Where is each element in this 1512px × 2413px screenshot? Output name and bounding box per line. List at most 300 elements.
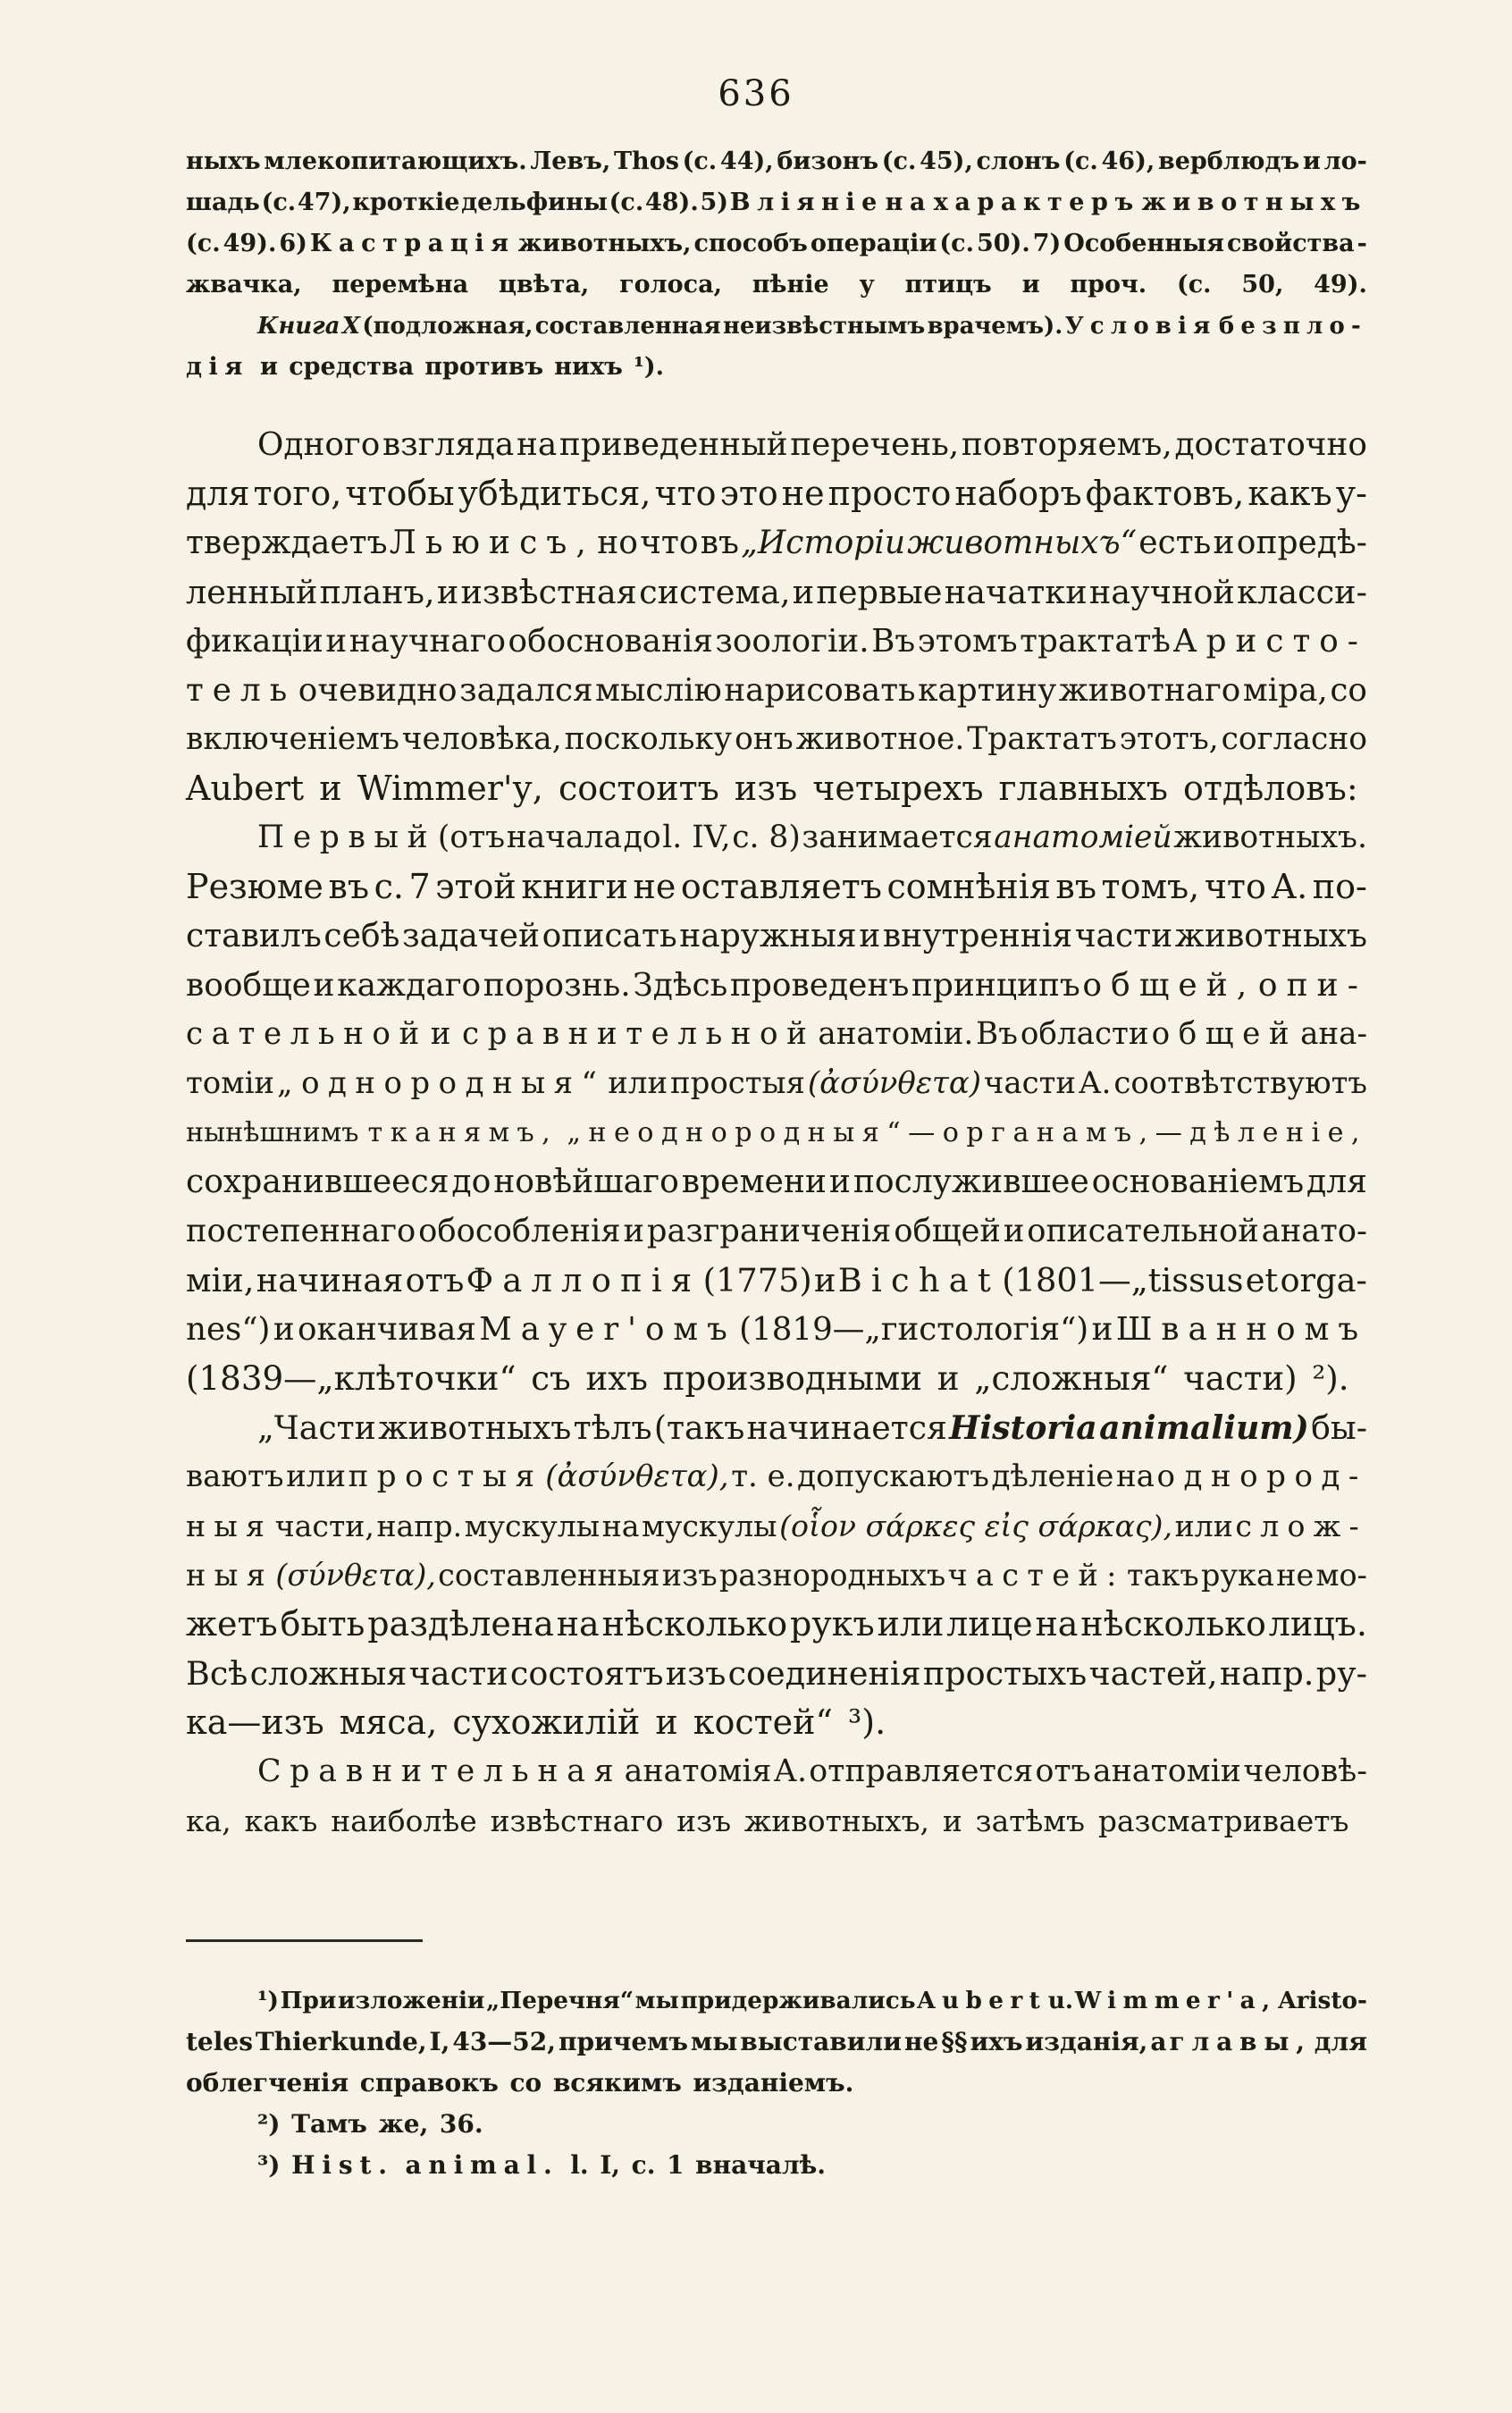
word: и [436, 573, 459, 611]
word: общей [1151, 1016, 1298, 1052]
word: животное. [795, 721, 965, 757]
word: Всѣ [186, 1654, 248, 1693]
word: 49). [1314, 271, 1367, 298]
word: для [186, 474, 250, 513]
word: изданія, [1025, 2027, 1148, 2056]
word: (с. [261, 189, 297, 216]
word: этомъ [917, 623, 1018, 660]
word: Wimmer'у, [357, 769, 543, 808]
word: животныхъ“ [907, 525, 1138, 561]
word: голоса, [619, 271, 722, 298]
word: Левъ, [530, 147, 611, 175]
word: главы, [1169, 2027, 1312, 2056]
word: для [1314, 2027, 1367, 2056]
word: Bichat [837, 1261, 1001, 1299]
word: же, [378, 2109, 429, 2139]
word: и [1021, 271, 1040, 298]
word: мускулы [464, 1509, 601, 1543]
text-line [186, 141, 1367, 182]
word: начиная [256, 1261, 404, 1299]
word: наиболѣе [331, 1803, 477, 1838]
word: человѣ- [1243, 1753, 1367, 1789]
word: Hist. [291, 2150, 394, 2180]
word: животныхъ [1174, 917, 1367, 954]
word: общей [894, 1213, 1001, 1249]
word: При [280, 1987, 337, 2014]
word: главныхъ [998, 769, 1168, 808]
text-line [186, 1649, 1367, 1698]
word: ваютъ [186, 1459, 284, 1494]
word: (1801—„tissus [1002, 1261, 1244, 1299]
word: на [556, 1604, 600, 1644]
text-line [186, 1354, 1367, 1403]
text-line [186, 1796, 1367, 1845]
word: и [1091, 1311, 1113, 1348]
word: l. [570, 2150, 589, 2180]
word: животныхъ. [1173, 820, 1367, 855]
word: X [341, 313, 360, 340]
word: А. [1078, 1066, 1112, 1101]
word: частей: [947, 1558, 1125, 1593]
word: есть [1138, 525, 1212, 561]
word: всякимъ [552, 2068, 682, 2098]
word: и [937, 1358, 960, 1398]
word: nes“) [186, 1311, 271, 1348]
word: (с. [881, 147, 917, 175]
word: описать [542, 917, 677, 954]
word: животныхъ, [517, 230, 692, 257]
text-line [186, 1305, 1367, 1354]
word: ру- [1315, 1654, 1367, 1693]
word: затѣмъ [975, 1803, 1085, 1838]
word: (подложная, [362, 313, 533, 340]
word: въ [1055, 867, 1096, 906]
text-line [186, 2104, 1367, 2145]
word: постепеннаго [186, 1213, 416, 1249]
word: какъ [244, 1803, 318, 1838]
word: со [509, 2068, 542, 2098]
word: Резюме [186, 867, 323, 906]
word: состоятъ [509, 1654, 664, 1693]
word: опи- [1257, 967, 1367, 1004]
word: составленныя [438, 1558, 660, 1593]
word: c. [631, 2150, 656, 2180]
word: (с. [1063, 147, 1098, 175]
word: (отъ [437, 820, 506, 855]
word: каждаго [337, 967, 482, 1004]
word: справокъ [359, 2068, 499, 2098]
word: l. IV, [662, 820, 731, 855]
word: просто [827, 474, 952, 513]
word: части [983, 1066, 1076, 1101]
word: выставили [740, 2027, 903, 2056]
word: (1839—„клѣточки“ [186, 1358, 517, 1398]
text-line [186, 347, 1367, 388]
word: не [903, 2027, 939, 2056]
word: этой [435, 867, 517, 906]
word: Первый [257, 820, 437, 855]
word: внутреннія [882, 917, 1073, 954]
word: (οἷον σάρκες εἰς σάρκας), [779, 1509, 1173, 1543]
text-line [186, 617, 1367, 666]
word: 43—52, [452, 2027, 557, 2056]
word: animalium) [1099, 1408, 1309, 1447]
word: порознь. [483, 967, 631, 1004]
word: опредѣ- [1236, 525, 1367, 561]
word: характеръ [933, 189, 1140, 216]
word: класси- [1237, 573, 1367, 611]
word: четырехъ [812, 769, 984, 808]
word: части) [1183, 1358, 1298, 1398]
word: „Части [257, 1408, 376, 1447]
word: 7) [1032, 230, 1062, 257]
word: поскольку [564, 721, 733, 757]
word: частей, [1088, 1654, 1218, 1693]
word: Фаллопія [466, 1261, 701, 1299]
word: (с. [609, 189, 644, 216]
word: тверждаетъ [186, 525, 388, 561]
word: и [942, 1803, 962, 1838]
word: и [313, 967, 335, 1004]
word: извѣстнаго [490, 1803, 664, 1838]
word: (такъ [653, 1408, 745, 1447]
word: разнородныхъ [718, 1558, 946, 1593]
text-line [186, 568, 1367, 617]
word: нарисовать [724, 672, 916, 709]
word: мяса, [339, 1703, 438, 1742]
word: Тамъ [291, 2109, 367, 2139]
footnote-rule [186, 1939, 423, 1942]
word: по- [1312, 867, 1367, 906]
text-line [186, 1256, 1367, 1305]
word: с. [374, 867, 404, 906]
word: мы [690, 2027, 738, 2056]
word: разграниченія [646, 1213, 892, 1249]
word: u. [1047, 1987, 1074, 2014]
word: на [516, 426, 558, 463]
word: и [319, 769, 342, 808]
word: (1775) [702, 1261, 812, 1299]
word: составленная [534, 313, 721, 340]
word: Условія [1064, 313, 1217, 340]
word: отъ [405, 1261, 465, 1299]
word: начала [506, 820, 623, 855]
word: что [1204, 867, 1266, 906]
word: включеніемъ [186, 721, 399, 757]
word: перемѣна [332, 271, 469, 298]
word: научнаго [349, 623, 506, 660]
word: (ἀσύνθετα) [807, 1066, 981, 1101]
word: верблюдъ [1157, 147, 1300, 175]
word: мо- [1315, 1558, 1367, 1593]
word: §§ [941, 2027, 968, 2056]
word: Здѣсь [633, 967, 728, 1004]
word: (с. [939, 230, 975, 257]
word: оставляетъ [680, 867, 882, 906]
word: c. 8) [732, 820, 801, 855]
word: т. е. [731, 1459, 795, 1494]
word: orga- [1280, 1261, 1367, 1299]
word: себѣ [323, 917, 400, 954]
word: (с. [682, 147, 718, 175]
text-line [186, 1698, 1367, 1747]
word: (с. [186, 230, 221, 257]
text-line [186, 182, 1367, 223]
word: (1819—„гистологія“) [739, 1311, 1089, 1348]
word: міра, [1242, 672, 1328, 709]
word: 7 [408, 867, 431, 906]
word: изъ [661, 1558, 718, 1593]
word: 49). [223, 230, 277, 257]
word: рука [1200, 1558, 1274, 1593]
word: приведенный [559, 426, 788, 463]
word: части [408, 1654, 508, 1693]
word: et [1245, 1261, 1279, 1299]
word: 5) [700, 189, 728, 216]
word: слонъ [976, 147, 1061, 175]
word: I, [429, 2027, 450, 2056]
word: или [608, 1066, 668, 1101]
word: производными [662, 1358, 922, 1398]
word: ихъ [585, 1358, 648, 1398]
text-line [186, 2063, 1367, 2104]
word: ²). [1312, 1358, 1349, 1398]
text-line [186, 1501, 1367, 1551]
word: наружныя [679, 917, 857, 954]
word: ныхъ [186, 147, 261, 175]
text-line [186, 912, 1367, 961]
text-line [186, 1059, 1367, 1108]
word: въ [328, 867, 370, 906]
word: костей“ [693, 1703, 833, 1742]
word: сравнительной [461, 1016, 816, 1052]
word: но [597, 525, 638, 561]
word: трактатѣ [1020, 623, 1171, 660]
word: „сложныя“ [974, 1358, 1169, 1398]
word: картину [918, 672, 1057, 709]
word: не [1276, 1558, 1315, 1593]
word: teles [186, 2027, 253, 2056]
word: (ἀσύνθετα), [545, 1459, 729, 1494]
word: Особенныя [1063, 230, 1224, 257]
word: вначалѣ. [695, 2150, 827, 2180]
word: зоологіи. [715, 623, 869, 660]
word: рукъ [790, 1604, 875, 1644]
word: убѣдиться, [458, 474, 651, 513]
word: однород- [1156, 1459, 1367, 1494]
word: описательной [1027, 1213, 1259, 1249]
word: кроткіе [352, 189, 460, 216]
word: - [1357, 230, 1367, 257]
word: ²) [257, 2109, 281, 2139]
word: облегченія [186, 2068, 349, 2098]
word: отправляется [809, 1753, 1034, 1789]
word: или [877, 1604, 945, 1644]
word: и [430, 1016, 459, 1052]
word: Aubert [186, 769, 305, 808]
word: и [792, 573, 815, 611]
word: А. [1271, 867, 1308, 906]
text-line [186, 1551, 1367, 1600]
word: 45), [920, 147, 973, 175]
word: мыслію [595, 672, 722, 709]
word: что [654, 474, 717, 513]
word: 6) [279, 230, 307, 257]
word: простыя [348, 1459, 543, 1494]
text-line [186, 469, 1367, 518]
text-line [186, 306, 1367, 347]
word: нѣсколько [1080, 1604, 1266, 1644]
word: книги [521, 867, 628, 906]
word: такъ [1127, 1558, 1199, 1593]
word: раздѣлена [367, 1604, 554, 1644]
word: основаніемъ [1091, 1163, 1305, 1200]
word: на [1035, 1604, 1079, 1644]
word: Шванномъ [1115, 1311, 1367, 1348]
word: ³). [848, 1703, 886, 1742]
word: ло- [1323, 147, 1367, 175]
word: этотъ, [1119, 721, 1219, 757]
word: до [451, 1163, 491, 1200]
word: (с. [1176, 271, 1212, 298]
word: фикаціи [186, 623, 323, 660]
word: бы- [1311, 1408, 1367, 1447]
word: анатоміи. [818, 1016, 974, 1052]
word: послужившее [853, 1163, 1089, 1200]
text-line [186, 961, 1367, 1010]
word: времени [681, 1163, 827, 1200]
word: Aristo- [1278, 1987, 1367, 2014]
word: тель [186, 672, 297, 709]
body-text [186, 420, 1367, 1845]
word: Historia [949, 1408, 1097, 1447]
word: нихъ [554, 353, 623, 381]
word: I, [600, 2150, 621, 2180]
word: ныя [186, 1558, 274, 1593]
word: и [814, 1261, 836, 1299]
word: задачей [401, 917, 540, 954]
text-line [186, 764, 1367, 813]
text-line [186, 862, 1367, 912]
word: Въ [871, 623, 916, 660]
word: ¹) [257, 1987, 279, 2014]
word: новѣйшаго [493, 1163, 679, 1200]
text-line [186, 813, 1367, 862]
word: и [859, 917, 881, 954]
word: тканямъ, [367, 1117, 559, 1148]
word: и [1302, 147, 1321, 175]
word: сомнѣнія [886, 867, 1051, 906]
word: животныхъ [1141, 189, 1367, 216]
word: напр. [376, 1509, 463, 1543]
word: свойства [1226, 230, 1355, 257]
word: взгляда [382, 426, 515, 463]
word: не [633, 867, 676, 906]
word: 47), [297, 189, 351, 216]
word: начинается [746, 1408, 947, 1447]
word: нѣсколько [601, 1604, 788, 1644]
word: Льюисъ, [389, 525, 595, 561]
word: А. [773, 1753, 808, 1789]
word: и [623, 1213, 644, 1249]
word: „неоднородныя“—органамъ,—дѣленіе, [567, 1117, 1367, 1148]
text-line [186, 666, 1367, 715]
word: извѣстная [460, 573, 637, 611]
word: оканчивая [298, 1311, 476, 1348]
text-line [186, 265, 1367, 306]
text-line [186, 1980, 1367, 2022]
word: на [1115, 1459, 1155, 1494]
word: животнаго [1058, 672, 1241, 709]
word: ³) [257, 2150, 281, 2180]
word: части, [274, 1509, 374, 1543]
text-line [186, 1206, 1367, 1256]
word: человѣка, [401, 721, 562, 757]
text-line [186, 2022, 1367, 2063]
word: фактовъ, [1085, 474, 1245, 513]
word: Aubert [917, 1987, 1047, 2014]
word: обоснованія [508, 623, 713, 660]
word: сательной [186, 1016, 428, 1052]
word: Книга [257, 313, 340, 340]
word: ана- [1300, 1016, 1367, 1052]
word: томъ, [1101, 867, 1200, 906]
word: Mayer'омъ [479, 1311, 736, 1348]
word: Wimmer'a, [1074, 1987, 1277, 2014]
word: того, [253, 474, 342, 513]
word: и [273, 1311, 295, 1348]
text-line [186, 1403, 1367, 1452]
word: наборъ [954, 474, 1082, 513]
word: животныхъ, [743, 1803, 930, 1838]
word: мы [634, 1987, 679, 2014]
word: какъ [1247, 474, 1332, 513]
word: очевидно [298, 672, 458, 709]
word: сухожилій [452, 1703, 641, 1742]
word: простыя [670, 1066, 805, 1101]
word: ныя [186, 1509, 273, 1543]
word: анато- [1261, 1213, 1367, 1249]
word: соединенія [727, 1654, 921, 1693]
word: ставилъ [186, 917, 322, 954]
word: изъ [665, 1654, 727, 1693]
word: 50, [1241, 271, 1284, 298]
word: дѣленіе [991, 1459, 1114, 1494]
word: ка—изъ [186, 1703, 324, 1742]
text-line [186, 518, 1367, 568]
word: пѣніе [752, 271, 829, 298]
footnotes [186, 1980, 1367, 2186]
word: со [1330, 672, 1367, 709]
word: 1 [667, 2150, 685, 2180]
word: простыхъ [922, 1654, 1088, 1693]
word: до [623, 820, 661, 855]
word: анатоміей [994, 820, 1172, 855]
contents-summary [186, 141, 1367, 388]
word: онъ [735, 721, 794, 757]
word: Одного [257, 426, 381, 463]
word: 44), [719, 147, 774, 175]
word: перечень, [790, 426, 960, 463]
word: „однородныя“ [277, 1066, 606, 1101]
word: анатомія [624, 1753, 772, 1789]
word: Кастрація [309, 230, 516, 257]
word: быть [280, 1604, 365, 1644]
text-line [186, 1747, 1367, 1796]
word: у- [1335, 474, 1367, 513]
word: Трактатъ [967, 721, 1117, 757]
word: повторяемъ, [961, 426, 1172, 463]
